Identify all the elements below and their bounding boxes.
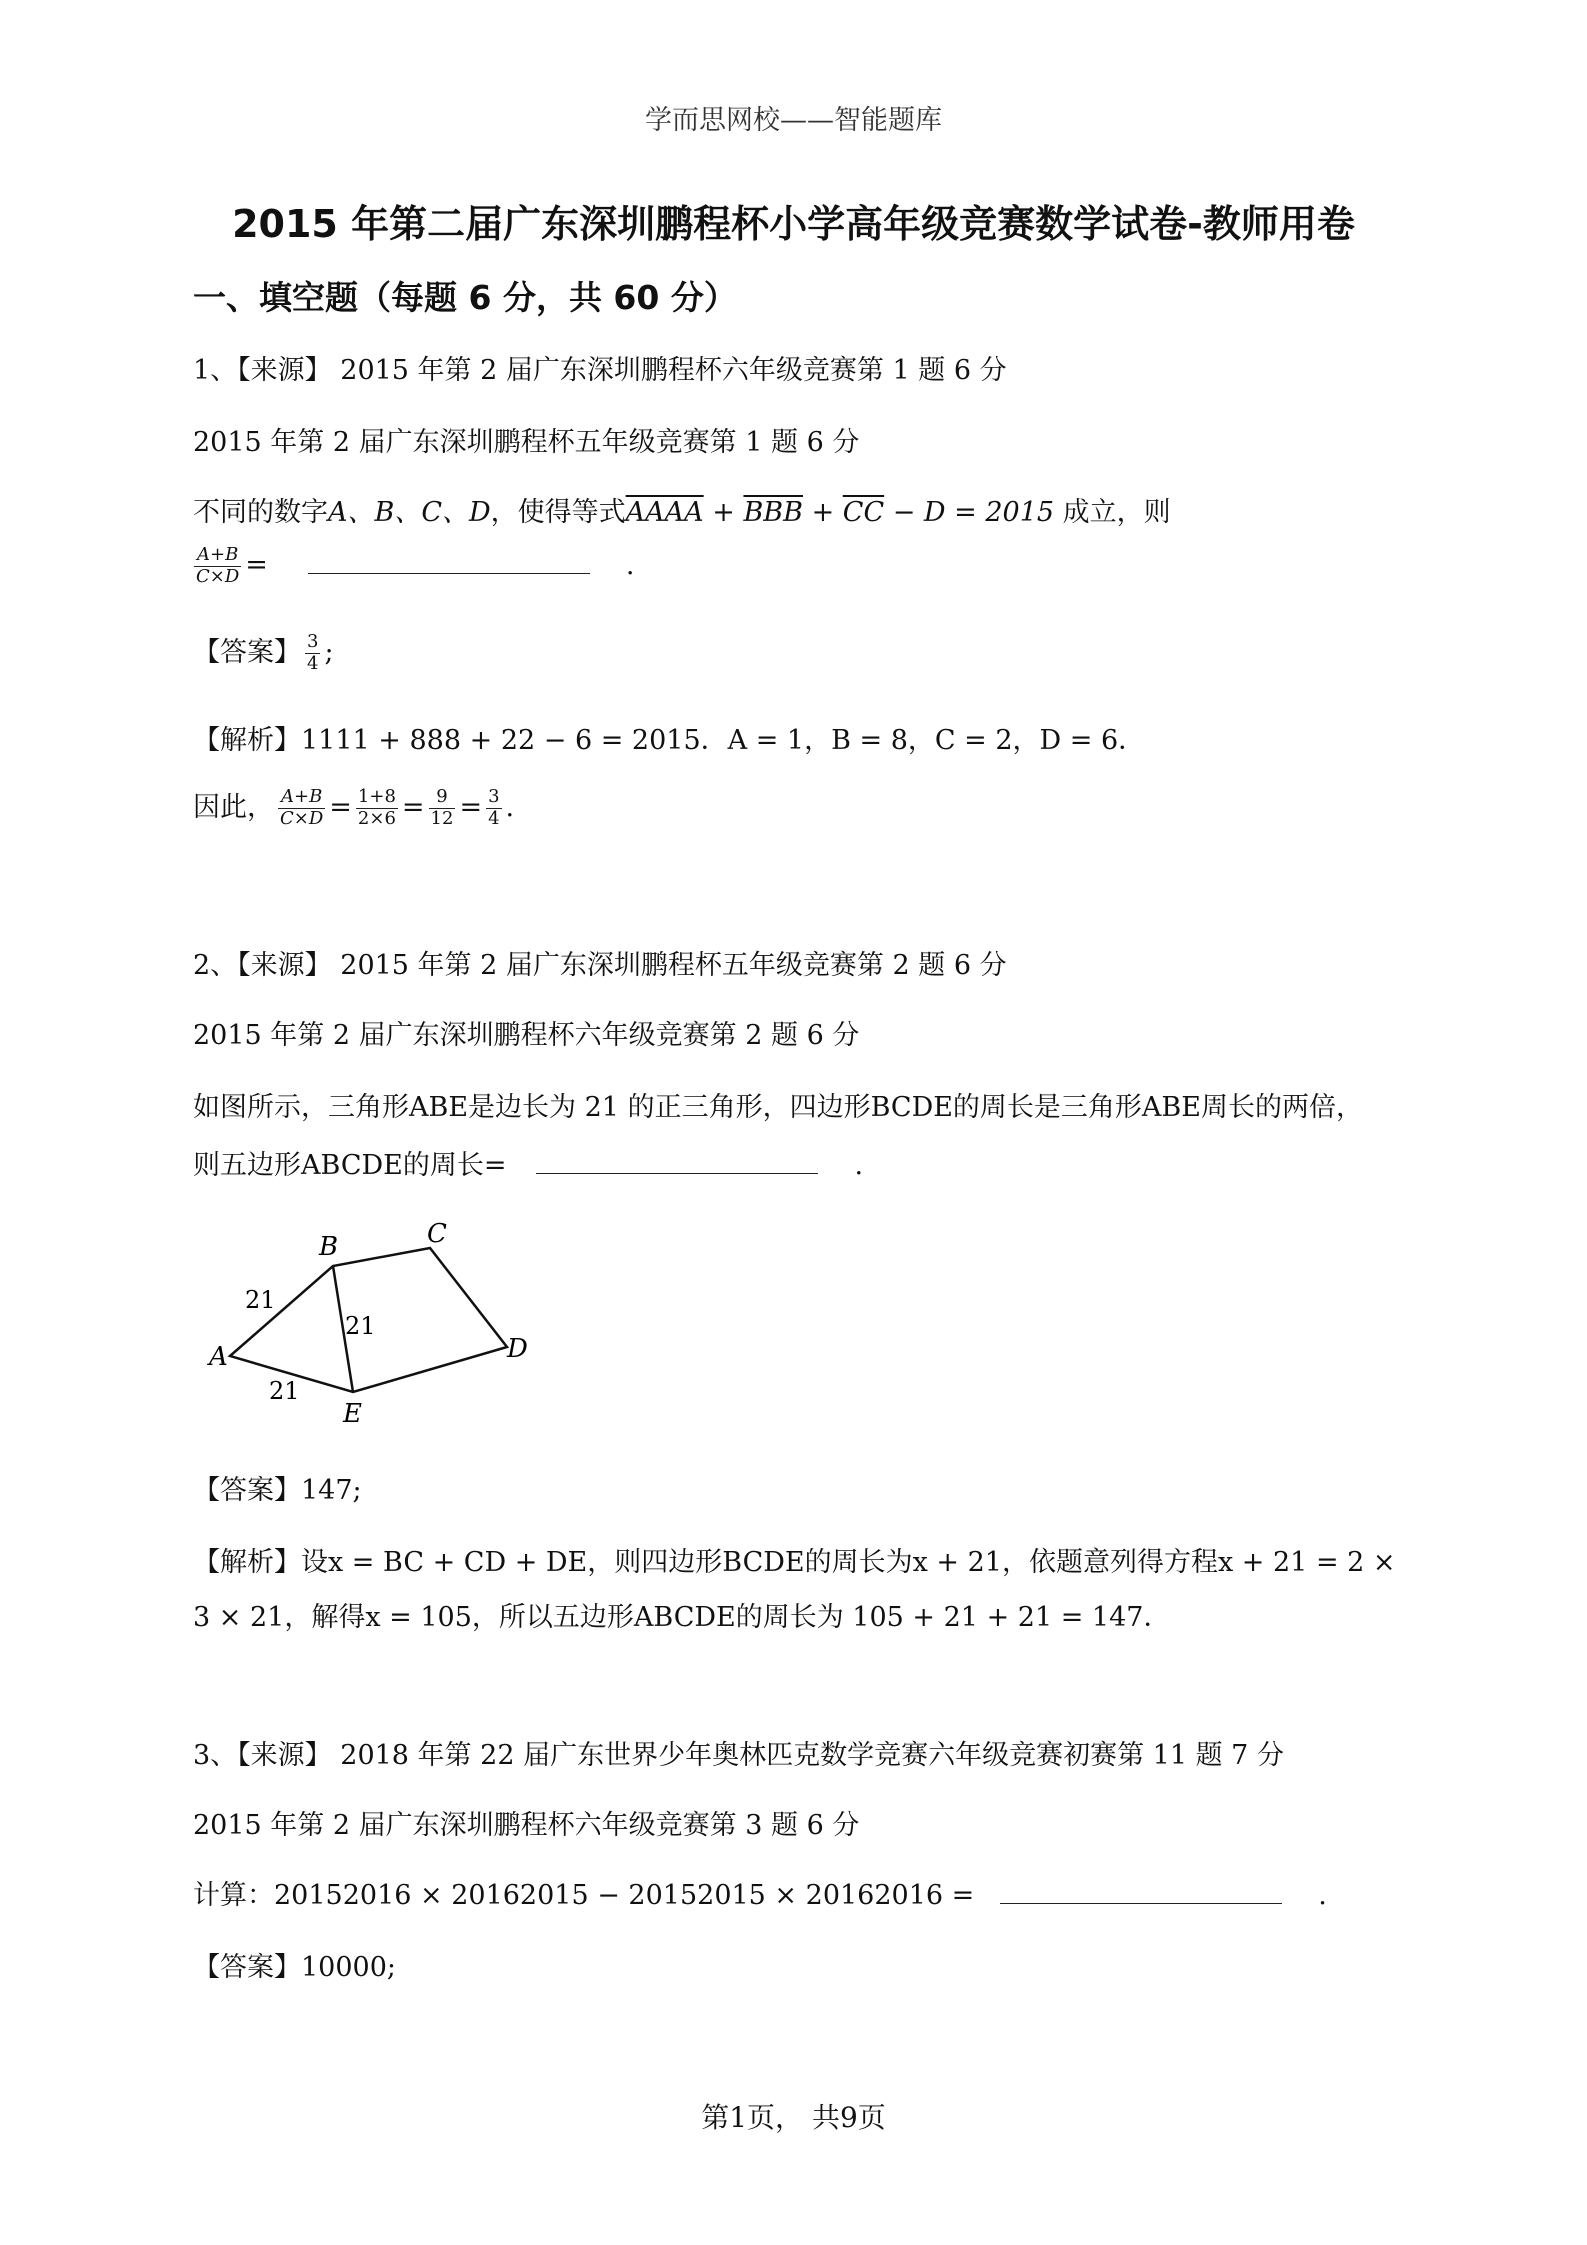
q1-f3-num: 9	[429, 787, 456, 809]
q1-answer-label: 【答案】	[193, 637, 301, 668]
q1-eq: =	[245, 549, 268, 581]
q1-end-dot: .	[505, 792, 515, 823]
q1-therefore	[193, 785, 514, 830]
q3-source-2: 2015 年第 2 届广东深圳鹏程杯六年级竞赛第 3 题 6 分	[193, 1810, 860, 1841]
q1-frac-3	[429, 787, 456, 829]
q1-f1-num: A+B	[278, 787, 325, 809]
q1-plus-2: +	[802, 497, 843, 528]
q2-answer-value: 147;	[301, 1475, 362, 1506]
q2-analysis-text-1: 设x = BC + CD + DE，则四边形BCDE的周长为x + 21，依题意列得方程x + 21 = 2 ×	[301, 1547, 1396, 1578]
side-ab-label: 21	[245, 1286, 276, 1314]
q2-stem-2	[193, 1143, 863, 1182]
q1-source-1: 1、【来源】 2015 年第 2 届广东深圳鹏程杯六年级竞赛第 1 题 6 分	[193, 355, 1007, 386]
q1-frac-den: C×D	[196, 565, 240, 587]
q1-f2-den: 2×6	[357, 808, 396, 829]
side-ae-label: 21	[269, 1377, 300, 1405]
q2-answer-label: 【答案】	[193, 1475, 301, 1506]
q1-frac-4	[486, 787, 501, 829]
q3-stem	[193, 1873, 1327, 1912]
q1-dot: .	[625, 549, 635, 581]
q1-therefore-label: 因此，	[193, 792, 274, 823]
q1-f4-den: 4	[488, 808, 500, 829]
q1-stem	[193, 490, 1171, 529]
q2-analysis-1	[193, 1540, 1396, 1579]
q1-analysis	[193, 718, 1145, 757]
section-heading: 一、填空题（每题 6 分，共 60 分）	[193, 278, 737, 317]
q1-f2-num: 1+8	[357, 786, 396, 808]
q1-analysis-label: 【解析】	[193, 725, 301, 756]
q1-frac-2	[356, 787, 398, 829]
q3-answer-blank[interactable]	[1000, 1902, 1282, 1904]
q1-analysis-text: 1111 + 888 + 22 − 6 = 2015．A = 1，B = 8，C = 2，D = 6．	[301, 725, 1146, 756]
q1-f3-den: 12	[430, 808, 454, 829]
q1-answer-den: 4	[307, 653, 319, 674]
q1-answer-blank[interactable]	[308, 572, 590, 574]
q1-stem-text-c: 成立，则	[1054, 497, 1171, 528]
q1-answer-num: 3	[307, 631, 319, 653]
q3-answer-label: 【答案】	[193, 1952, 301, 1983]
q3-answer	[193, 1945, 396, 1984]
vertex-b-label: B	[319, 1232, 339, 1262]
q1-f1-den: C×D	[280, 808, 324, 829]
q2-answer	[193, 1468, 362, 1507]
q1-overline-aaaa: AAAA	[625, 497, 704, 528]
q2-source-2: 2015 年第 2 届广东深圳鹏程杯六年级竞赛第 2 题 6 分	[193, 1020, 860, 1051]
q1-fraction	[194, 545, 241, 587]
q2-analysis-2: 3 × 21，解得x = 105，所以五边形ABCDE的周长为 105 + 21 + 21 = 147．	[193, 1602, 1171, 1633]
q3-source-1: 3、【来源】 2018 年第 22 届广东世界少年奥林匹克数学竞赛六年级竞赛初赛第 11 题 7 分	[193, 1740, 1284, 1771]
q2-source-1: 2、【来源】 2015 年第 2 届广东深圳鹏程杯五年级竞赛第 2 题 6 分	[193, 950, 1007, 981]
q1-blank-line	[190, 545, 635, 587]
q1-source-2: 2015 年第 2 届广东深圳鹏程杯五年级竞赛第 1 题 6 分	[193, 427, 860, 458]
q2-answer-blank[interactable]	[536, 1172, 818, 1174]
q1-plus-1: +	[703, 497, 744, 528]
q3-dot: .	[1318, 1880, 1327, 1911]
q1-stem-text-a: 不同的数字	[193, 497, 328, 528]
q1-frac-1	[278, 787, 325, 829]
q2-stem-1: 如图所示，三角形ABE是边长为 21 的正三角形，四边形BCDE的周长是三角形ABE周长的两倍，	[193, 1092, 1363, 1123]
q1-answer-tail: ;	[324, 637, 334, 668]
vertex-a-label: A	[209, 1342, 228, 1372]
q1-stem-vars: A、B、C、D	[328, 497, 491, 528]
q1-answer	[193, 630, 334, 675]
q2-stem-2-text: 则五边形ABCDE的周长=	[193, 1150, 507, 1181]
q1-eq-1: =	[329, 792, 352, 823]
q1-eq-2: =	[401, 792, 425, 823]
page-header: 学而思网校——智能题库	[645, 105, 942, 136]
q1-answer-fraction	[305, 632, 320, 674]
q2-dot: .	[854, 1150, 864, 1181]
q1-eq-3: =	[459, 792, 483, 823]
q1-overline-bbb: $\overline{BBB}$	[743, 497, 803, 528]
q3-answer-value: 10000;	[301, 1952, 396, 1983]
exam-title: 2015 年第二届广东深圳鹏程杯小学高年级竞赛数学试卷-教师用卷	[232, 202, 1355, 246]
q1-minus-d: − D = 2015	[884, 497, 1055, 528]
page-footer: 第1页， 共9页	[701, 2101, 886, 2134]
vertex-e-label: E	[343, 1399, 362, 1429]
q2-analysis-label: 【解析】	[193, 1547, 301, 1578]
vertex-c-label: C	[427, 1219, 447, 1249]
q3-stem-text: 计算：20152016 × 20162015 − 20152015 × 20162016 =	[193, 1880, 975, 1911]
q1-f4-num: 3	[488, 786, 500, 808]
q1-stem-text-b: ，使得等式	[490, 497, 626, 528]
pentagon-figure	[195, 1210, 555, 1435]
vertex-d-label: D	[507, 1334, 528, 1364]
q1-frac-num: A+B	[194, 545, 241, 567]
side-be-label: 21	[345, 1312, 376, 1340]
q1-overline-cc: $\overline{CC}$	[842, 497, 885, 528]
